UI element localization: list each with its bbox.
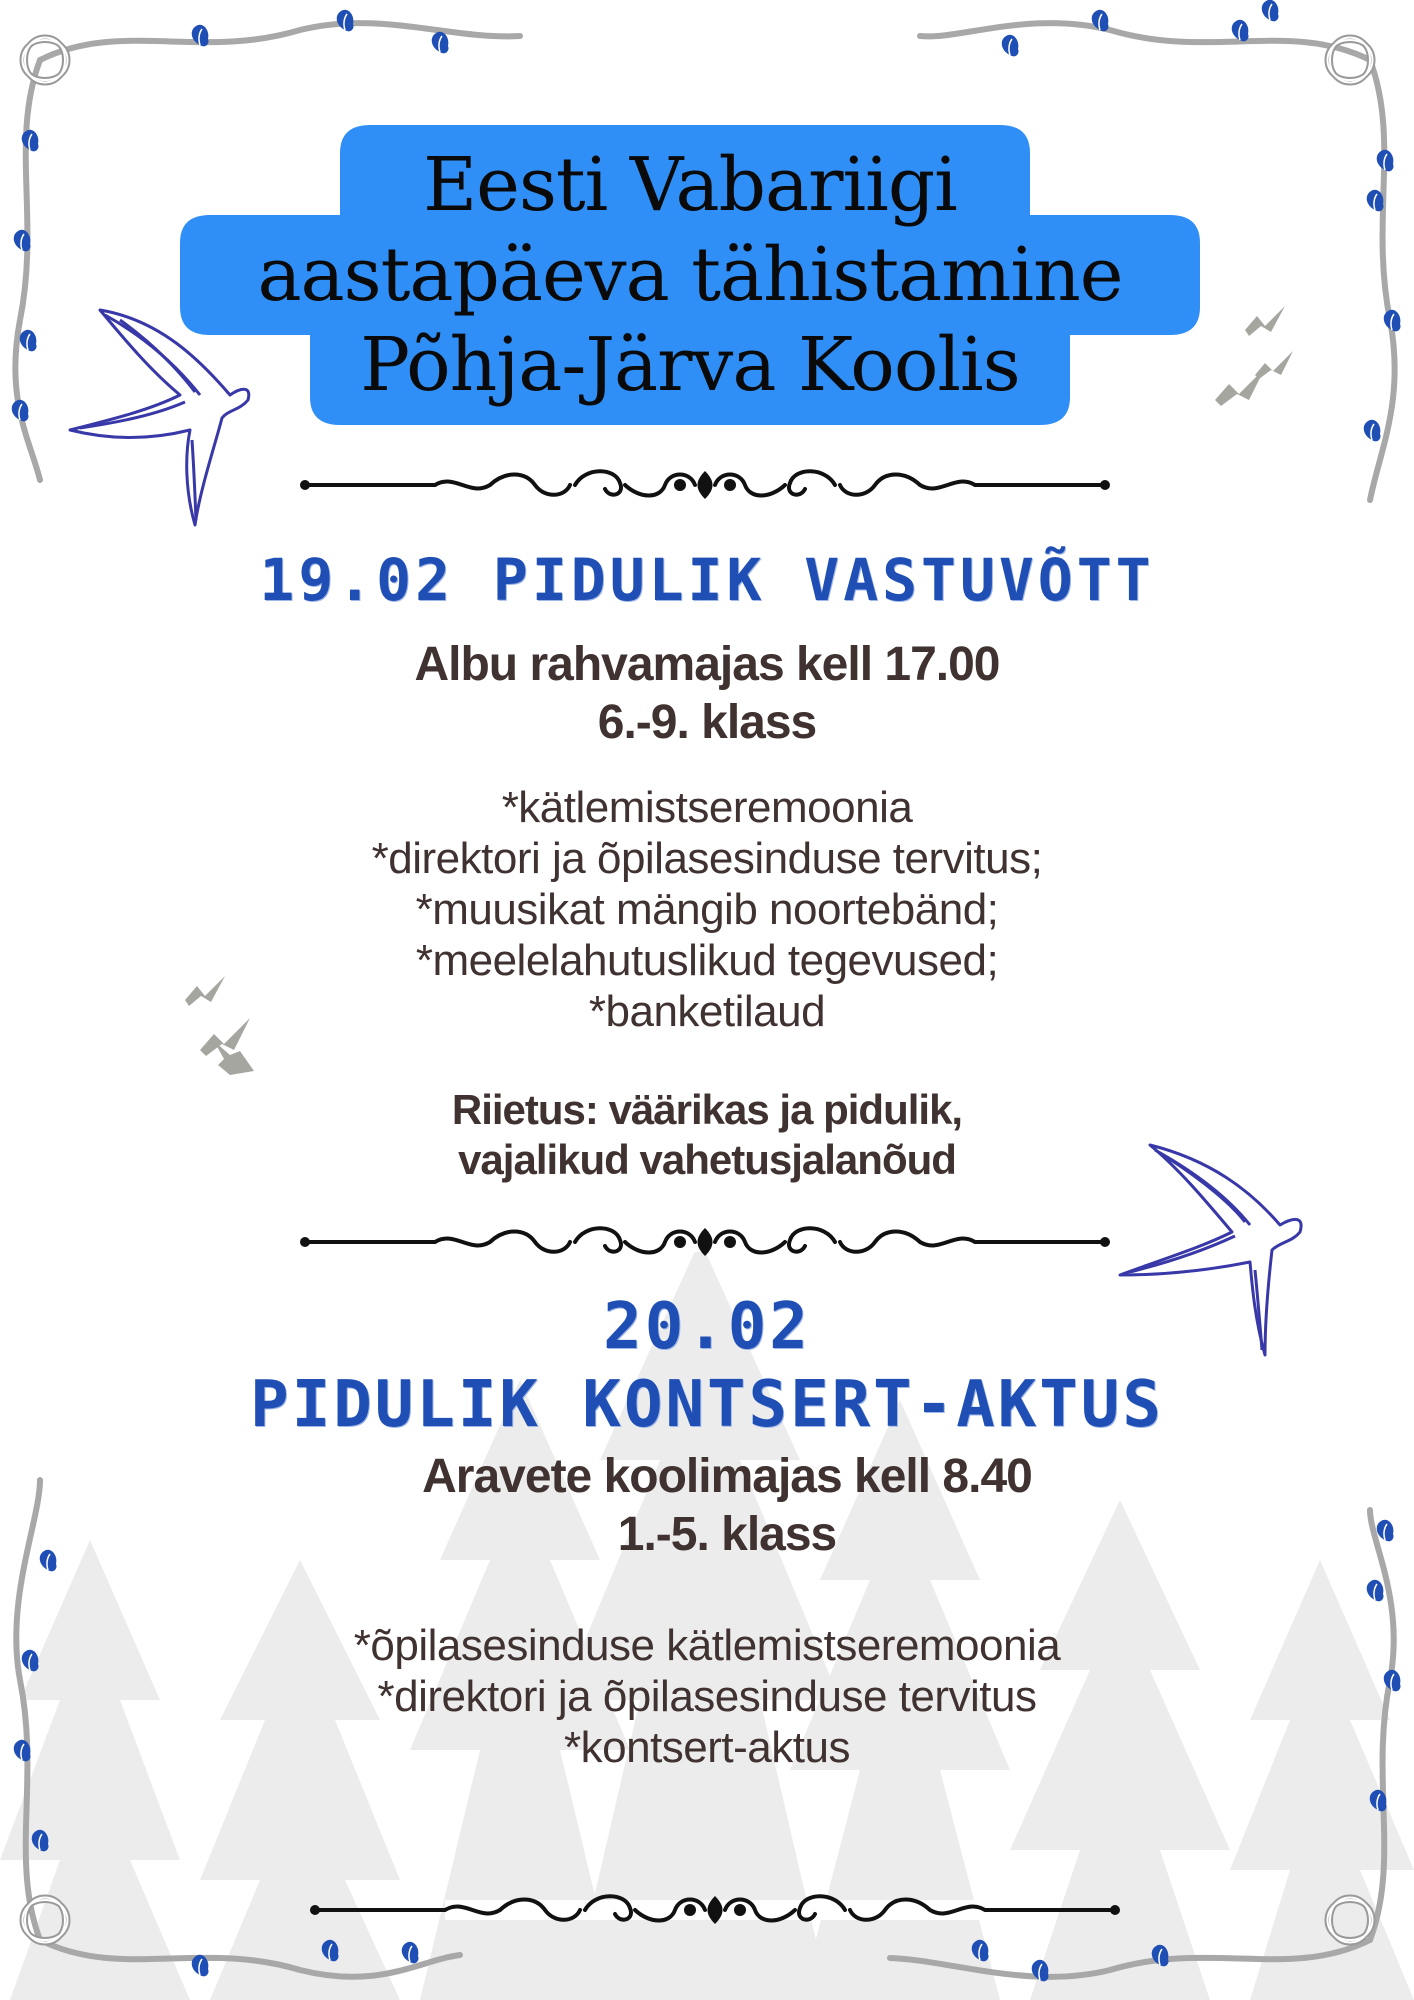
flourish-divider-icon	[310, 1896, 1120, 1924]
title-line-2: aastapäeva tähistamine	[257, 232, 1123, 318]
dress-code-line-2: vajalikud vahetusjalanõud	[458, 1136, 956, 1183]
dress-code-line-1: Riietus: väärikas ja pidulik,	[451, 1086, 963, 1133]
list-item: *kätlemistseremoonia	[501, 783, 913, 832]
list-item: *direktori ja õpilasesinduse tervitus;	[371, 834, 1043, 883]
event2-grade: 1.-5. klass	[617, 1508, 837, 1561]
event2-program-list	[0, 1620, 1414, 1773]
list-item: *õpilasesinduse kätlemistseremoonia	[353, 1621, 1061, 1670]
event1-heading: 19.02 PIDULIK VASTUVÕTT	[259, 546, 1155, 614]
event1-venue-line: Albu rahvamajas kell 17.00	[414, 638, 1000, 691]
flourish-divider-icon	[300, 471, 1110, 499]
event2-venue-line: Aravete koolimajas kell 8.40	[422, 1450, 1032, 1503]
list-item: *kontsert-aktus	[564, 1723, 850, 1772]
event2-heading	[0, 1288, 1414, 1444]
event1-grade: 6.-9. klass	[597, 696, 817, 749]
list-item: *direktori ja õpilasesinduse tervitus	[377, 1672, 1037, 1721]
title-line-1: Eesti Vabariigi	[423, 142, 957, 228]
event2-date: 20.02	[603, 1290, 811, 1364]
list-item: *muusikat mängib noortebänd;	[415, 885, 999, 934]
event1-program-list	[0, 782, 1414, 1037]
title-line-3: Põhja-Järva Koolis	[360, 322, 1020, 408]
event1-venue	[0, 636, 1414, 752]
event1-dress-code	[0, 1085, 1414, 1185]
list-item: *banketilaud	[588, 987, 826, 1036]
list-item: *meelelahutuslikud tegevused;	[415, 936, 999, 985]
event2-title: PIDULIK KONTSERT-AKTUS	[250, 1368, 1164, 1442]
flourish-divider-icon	[300, 1228, 1110, 1256]
event2-venue	[0, 1448, 1414, 1564]
